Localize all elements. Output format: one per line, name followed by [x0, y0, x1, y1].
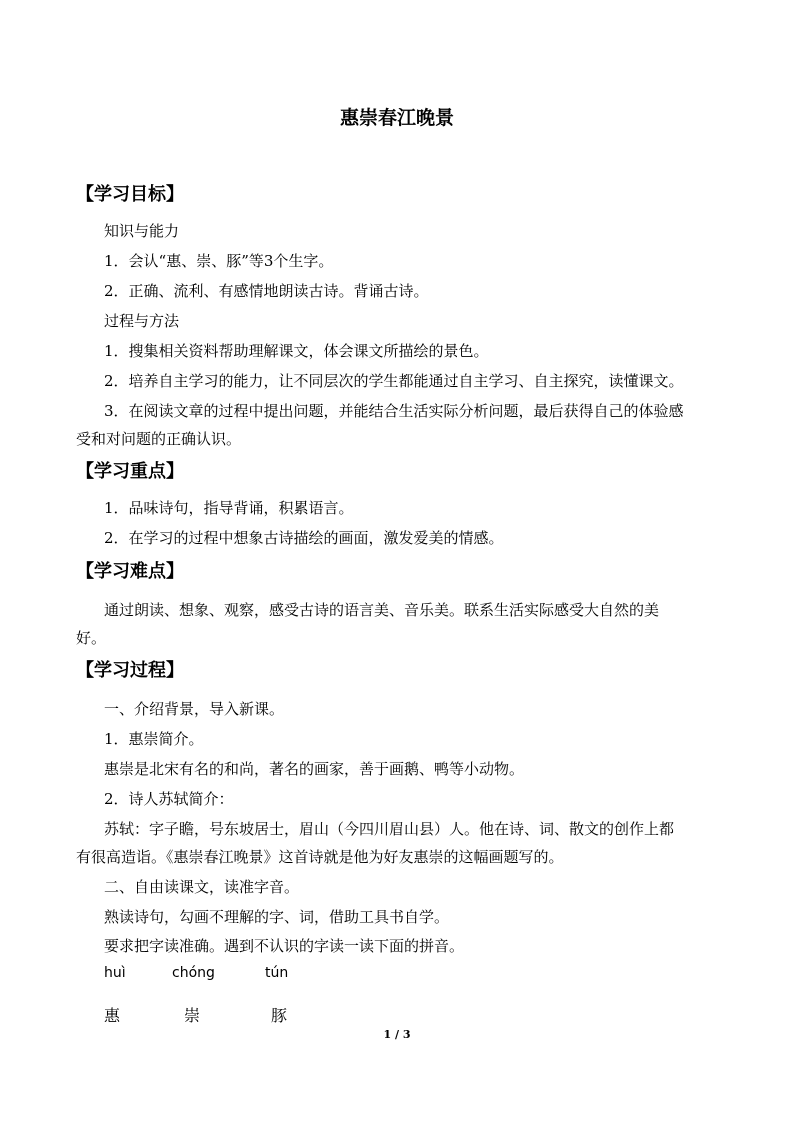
hanzi-hui: 惠: [104, 1006, 121, 1025]
pinyin-chong: chóng: [172, 965, 215, 981]
goals-process-2: 2．培养自主学习的能力，让不同层次的学生都能通过自主学习、自主探究，读懂课文。: [104, 372, 684, 390]
hanzi-chong: 崇: [184, 1006, 201, 1025]
process-step-1-2-text-b: 有很高造诣。《惠崇春江晚景》这首诗就是他为好友惠崇的这幅画题写的。: [76, 848, 564, 866]
heading-key: 【学习重点】: [76, 461, 184, 482]
page-number: 1 / 3: [383, 1028, 411, 1041]
pinyin-hui: huì: [104, 965, 126, 981]
difficulty-1b: 好。: [76, 629, 107, 647]
goals-subheading-process: 过程与方法: [104, 312, 180, 330]
page-title: 惠崇春江晚景: [339, 107, 454, 129]
goals-knowledge-1: 1．会认“惠、崇、豚”等3个生字。: [104, 252, 334, 270]
process-step-1-2: 2．诗人苏轼简介：: [104, 790, 234, 808]
pinyin-tun: tún: [265, 965, 289, 981]
process-step-2: 二、自由读课文，读准字音。: [104, 878, 300, 896]
process-step-1-1: 1．惠崇简介。: [104, 730, 204, 748]
heading-difficulty: 【学习难点】: [76, 561, 184, 582]
key-1: 1．品味诗句，指导背诵，积累语言。: [104, 499, 354, 517]
process-step-1-2-text-a: 苏轼：字子瞻，号东坡居士，眉山（今四川眉山县）人。他在诗、词、散文的创作上都: [104, 820, 675, 838]
goals-process-3a: 3．在阅读文章的过程中提出问题，并能结合生活实际分析问题，最后获得自己的体验感: [104, 402, 684, 420]
key-2: 2．在学习的过程中想象古诗描绘的画面，激发爱美的情感。: [104, 529, 504, 547]
process-step-1-1-text: 惠崇是北宋有名的和尚，著名的画家，善于画鹅、鸭等小动物。: [104, 760, 525, 778]
process-step-2-text-2: 要求把字读准确。遇到不认识的字读一读下面的拼音。: [104, 937, 465, 955]
process-step-1: 一、介绍背景，导入新课。: [104, 700, 285, 718]
heading-goals: 【学习目标】: [76, 184, 184, 205]
heading-process: 【学习过程】: [76, 660, 184, 681]
process-step-2-text-1: 熟读诗句，勾画不理解的字、词，借助工具书自学。: [104, 908, 450, 926]
goals-subheading-knowledge: 知识与能力: [104, 222, 180, 240]
goals-process-3b: 受和对问题的正确认识。: [76, 430, 242, 448]
goals-knowledge-2: 2．正确、流利、有感情地朗读古诗。背诵古诗。: [104, 282, 429, 300]
goals-process-1: 1．搜集相关资料帮助理解课文，体会课文所描绘的景色。: [104, 342, 489, 360]
hanzi-tun: 豚: [271, 1006, 288, 1025]
difficulty-1a: 通过朗读、想象、观察，感受古诗的语言美、音乐美。联系生活实际感受大自然的美: [104, 601, 660, 619]
